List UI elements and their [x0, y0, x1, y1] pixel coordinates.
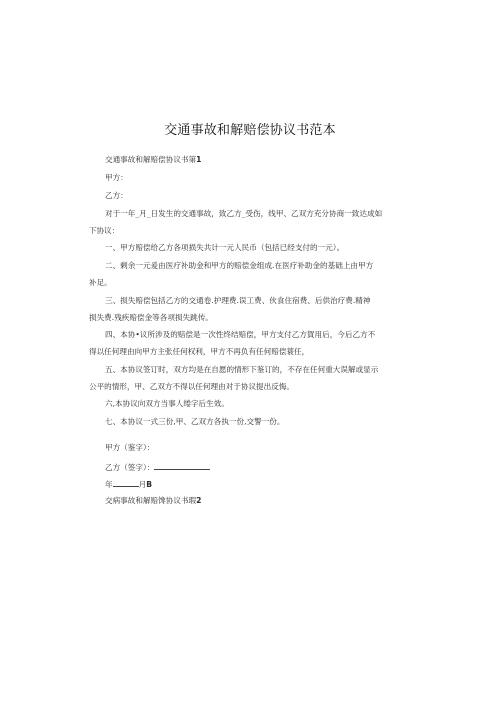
document-title: 交通事故和解赔偿协议书范本 [164, 123, 336, 138]
clause-2-line-2: 补足。 [89, 278, 112, 287]
party-b-line: 乙方： [105, 191, 128, 200]
clause-2-line-1: 二、剩余一元爰由医疗补助金和甲方的赔偿金组成.在医疗补助金的基础上由甲方 [105, 261, 374, 270]
clause-1: 一、甲方赔偿给乙方各项损失共计一元人民币（包括已经支付的一元）。 [105, 243, 345, 252]
signature-a-line: 甲方（鉴字）： [105, 443, 155, 452]
intro-line-2: 下协议： [89, 226, 120, 235]
clause-4-line-2: 得以任何理由向甲方主张任何权利，甲方不再负有任何赔偿蓑任， [89, 347, 310, 356]
date-month-label: 月 [138, 480, 147, 489]
clause-4-line-1: 四、本协•议所涉及的赔偿是一次性终结赔偿，甲方支付乙方賀用后，今后乙方不 [105, 330, 376, 339]
clause-5-line-1: 五、本协议签订时，双方均是在自愿的情形下鉴订的，不存在任何重大误解或显示 [105, 365, 379, 374]
sample1-heading-text: 交通事故和解赔偿协议书第 [105, 155, 197, 164]
party-a-line: 甲方： [105, 173, 128, 182]
signature-b-label: 乙方（签字）： [105, 463, 155, 472]
sample2-number: 2 [196, 496, 202, 505]
intro-line-1: 对于一年_月_日发生的交通事故，致乙方_受伤，线甲、乙双方充分协商一致达成如 [105, 209, 383, 218]
date-day-label: B [146, 480, 152, 489]
clause-7: 七、本协议一式三份,甲、乙双方各执一份,交警一份。 [105, 417, 285, 426]
date-year-label: 年 [105, 480, 113, 489]
date-line [105, 478, 152, 490]
sample2-heading [105, 496, 201, 506]
sample2-heading-text: 交病事故和解赔馋协议书瑕 [105, 496, 197, 505]
date-month-blank [113, 478, 139, 487]
signature-b-blank [154, 461, 210, 470]
clause-3-line-2: 损失费.残疾赔偿金等各项损失跳传。 [89, 313, 213, 322]
signature-b-line [105, 461, 210, 473]
clause-3-line-1: 三、损失赔偿包括乙方的交通卷.护理费.误工费、伙食住宿费、后供治疗费.精神 [105, 296, 371, 305]
sample1-heading [105, 155, 201, 165]
clause-6: 六,本协议向双方当事人绻字后生效。 [105, 399, 229, 408]
clause-5-line-2: 公平的情形，甲、乙双方不得以任何理由对于协议提出反悔。 [89, 382, 295, 391]
sample1-number: 1 [196, 155, 202, 164]
